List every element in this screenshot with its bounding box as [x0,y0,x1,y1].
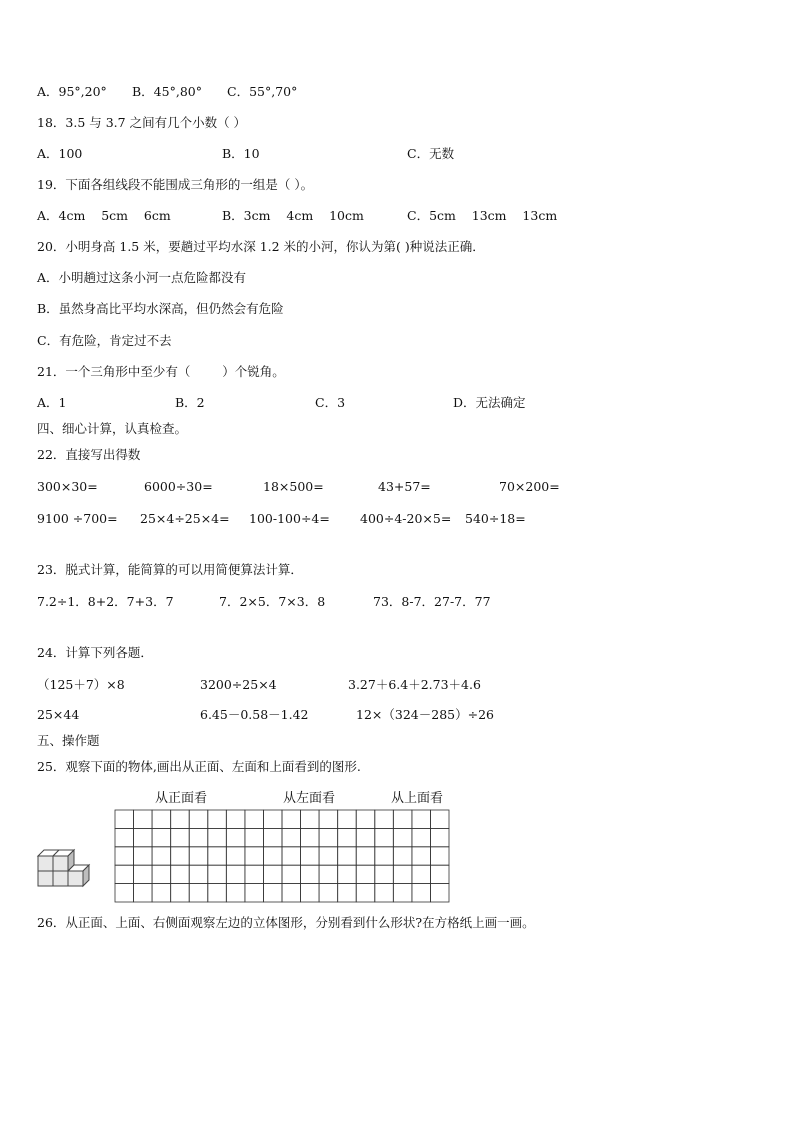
grid-cell[interactable] [356,828,375,846]
grid-cell[interactable] [301,865,320,883]
grid-cell[interactable] [282,865,301,883]
grid-cell[interactable] [319,865,338,883]
q22-expr: 43+57= [378,479,431,494]
q24-expr: （125＋7）×8 [37,677,125,692]
q23-expr: 7.2÷1．8+2．7+3．7 [37,594,174,609]
grid-cell[interactable] [393,865,412,883]
grid-cell[interactable] [393,884,412,902]
q21-question: 21．一个三角形中至少有（ ）个锐角。 [37,364,285,379]
q22-expr: 6000÷30= [144,479,213,494]
grid-cell[interactable] [263,810,282,828]
grid-cell[interactable] [319,810,338,828]
q24-expr: 6.45－0.58－1.42 [200,707,309,722]
grid-cell[interactable] [393,828,412,846]
grid-cell[interactable] [171,847,190,865]
q18-option-c: C．无数 [407,146,455,161]
q22-expr: 9100 ÷700= [37,511,118,526]
grid-cell[interactable] [171,865,190,883]
grid-cell[interactable] [412,884,431,902]
grid-cell[interactable] [356,847,375,865]
grid-cell[interactable] [152,828,171,846]
grid-cell[interactable] [412,865,431,883]
grid-cell[interactable] [115,884,134,902]
grid-cell[interactable] [245,810,264,828]
grid-cell[interactable] [245,865,264,883]
grid-cell[interactable] [319,884,338,902]
grid-cell[interactable] [134,884,153,902]
q17-option-c: C．55°,70° [227,84,298,99]
q22-expr: 100-100÷4= [249,511,330,526]
grid-cell[interactable] [189,865,208,883]
q19-question: 19．下面各组线段不能围成三角形的一组是（ ）。 [37,177,314,192]
grid-cell[interactable] [115,865,134,883]
q22-expr: 70×200= [499,479,560,494]
q17-option-b: B．45°,80° [132,84,202,99]
q25-question: 25．观察下面的物体,画出从正面、左面和上面看到的图形. [37,759,361,774]
q22-expr: 25×4÷25×4= [140,511,230,526]
q21-option-d: D．无法确定 [453,395,526,410]
grid-cell[interactable] [375,828,394,846]
grid-cell[interactable] [375,810,394,828]
grid-cell[interactable] [301,847,320,865]
grid-cell[interactable] [282,810,301,828]
grid-cell[interactable] [319,828,338,846]
grid-cell[interactable] [245,847,264,865]
grid-cell[interactable] [301,828,320,846]
grid-cell[interactable] [152,810,171,828]
q22-expr: 18×500= [263,479,324,494]
front-view-label: 从正面看 [155,791,208,806]
grid-cell[interactable] [152,865,171,883]
q21-option-a: A．1 [37,395,67,410]
grid-cell[interactable] [412,847,431,865]
grid-cell[interactable] [245,828,264,846]
q24-expr: 3200÷25×4 [200,677,277,692]
q21-option-c: C．3 [315,395,346,410]
grid-cell[interactable] [338,810,357,828]
grid-cell[interactable] [171,884,190,902]
grid-cell[interactable] [338,865,357,883]
grid-cell[interactable] [393,847,412,865]
grid-cell[interactable] [171,810,190,828]
grid-cell[interactable] [115,847,134,865]
grid-cell[interactable] [393,810,412,828]
q22-expr: 540÷18= [465,511,526,526]
grid-cell[interactable] [430,884,449,902]
grid-cell[interactable] [338,884,357,902]
drawing-grid[interactable] [114,809,450,903]
grid-cell[interactable] [134,847,153,865]
grid-cell[interactable] [152,884,171,902]
grid-cell[interactable] [338,828,357,846]
grid-cell[interactable] [356,810,375,828]
grid-cell[interactable] [208,810,227,828]
grid-cell[interactable] [412,828,431,846]
grid-cell[interactable] [263,847,282,865]
q26-question: 26．从正面、上面、右侧面观察左边的立体图形，分别看到什么形状?在方格纸上画一画。 [37,915,535,930]
q20-option-b: B．虽然身高比平均水深高，但仍然会有危险 [37,301,284,316]
q18-option-b: B．10 [222,146,260,161]
grid-cell[interactable] [134,828,153,846]
grid-cell[interactable] [263,828,282,846]
grid-cell[interactable] [375,865,394,883]
grid-cell[interactable] [189,828,208,846]
grid-cell[interactable] [226,884,245,902]
q19-option-c: C．5cm 13cm 13cm [407,208,558,223]
grid-cell[interactable] [282,847,301,865]
grid-cell[interactable] [430,847,449,865]
q24-expr: 25×44 [37,707,80,722]
grid-cell[interactable] [282,828,301,846]
grid-cell[interactable] [208,828,227,846]
grid-cell[interactable] [430,828,449,846]
grid-cell[interactable] [301,884,320,902]
grid-cell[interactable] [208,865,227,883]
q20-question: 20．小明身高 1.5 米，要趟过平均水深 1.2 米的小河，你认为第( )种说法正确． [37,239,485,254]
cube-stack-figure [36,848,94,890]
top-view-label: 从上面看 [391,791,444,806]
grid-cell[interactable] [282,884,301,902]
grid-cell[interactable] [208,847,227,865]
grid-cell[interactable] [189,884,208,902]
grid-cell[interactable] [375,884,394,902]
grid-cell[interactable] [226,865,245,883]
grid-cell[interactable] [226,847,245,865]
grid-cell[interactable] [245,884,264,902]
grid-cell[interactable] [226,810,245,828]
q21-option-b: B．2 [175,395,205,410]
grid-cell[interactable] [134,810,153,828]
q23-expr: 7．2×5．7×3．8 [219,594,326,609]
q20-option-c: C．有危险，肯定过不去 [37,333,172,348]
grid-cell[interactable] [319,847,338,865]
q20-option-a: A．小明趟过这条小河一点危险都没有 [37,270,247,285]
grid-cell[interactable] [430,865,449,883]
q22-expr: 300×30= [37,479,98,494]
grid-cell[interactable] [115,828,134,846]
grid-cell[interactable] [263,884,282,902]
q19-option-a: A．4cm 5cm 6cm [37,208,171,223]
section-5-heading: 五、操作题 [37,733,100,748]
q24-expr: 12×（324－285）÷26 [356,707,494,722]
grid-cell[interactable] [171,828,190,846]
grid-cell[interactable] [430,810,449,828]
grid-cell[interactable] [189,847,208,865]
q23-expr: 73．8-7．27-7．77 [373,594,491,609]
left-view-label: 从左面看 [283,791,336,806]
grid-cell[interactable] [375,847,394,865]
q18-option-a: A．100 [37,146,83,161]
q19-option-b: B．3cm 4cm 10cm [222,208,364,223]
grid-cell[interactable] [338,847,357,865]
q23-question: 23．脱式计算，能简算的可以用简便算法计算． [37,562,303,577]
q24-expr: 3.27＋6.4＋2.73＋4.6 [348,677,481,692]
grid-cell[interactable] [263,865,282,883]
q22-question: 22．直接写出得数 [37,447,141,462]
grid-cell[interactable] [301,810,320,828]
q17-option-a: A．95°,20° [37,84,107,99]
grid-cell[interactable] [134,865,153,883]
grid-cell[interactable] [356,884,375,902]
grid-cell[interactable] [226,828,245,846]
q22-expr: 400÷4-20×5= [360,511,452,526]
grid-cell[interactable] [356,865,375,883]
grid-cell[interactable] [115,810,134,828]
grid-cell[interactable] [189,810,208,828]
section-4-heading: 四、细心计算，认真检查。 [37,421,188,436]
grid-cell[interactable] [152,847,171,865]
grid-cell[interactable] [412,810,431,828]
grid-cell[interactable] [208,884,227,902]
q24-question: 24．计算下列各题． [37,645,153,660]
q18-question: 18．3.5 与 3.7 之间有几个小数（ ） [37,115,247,130]
